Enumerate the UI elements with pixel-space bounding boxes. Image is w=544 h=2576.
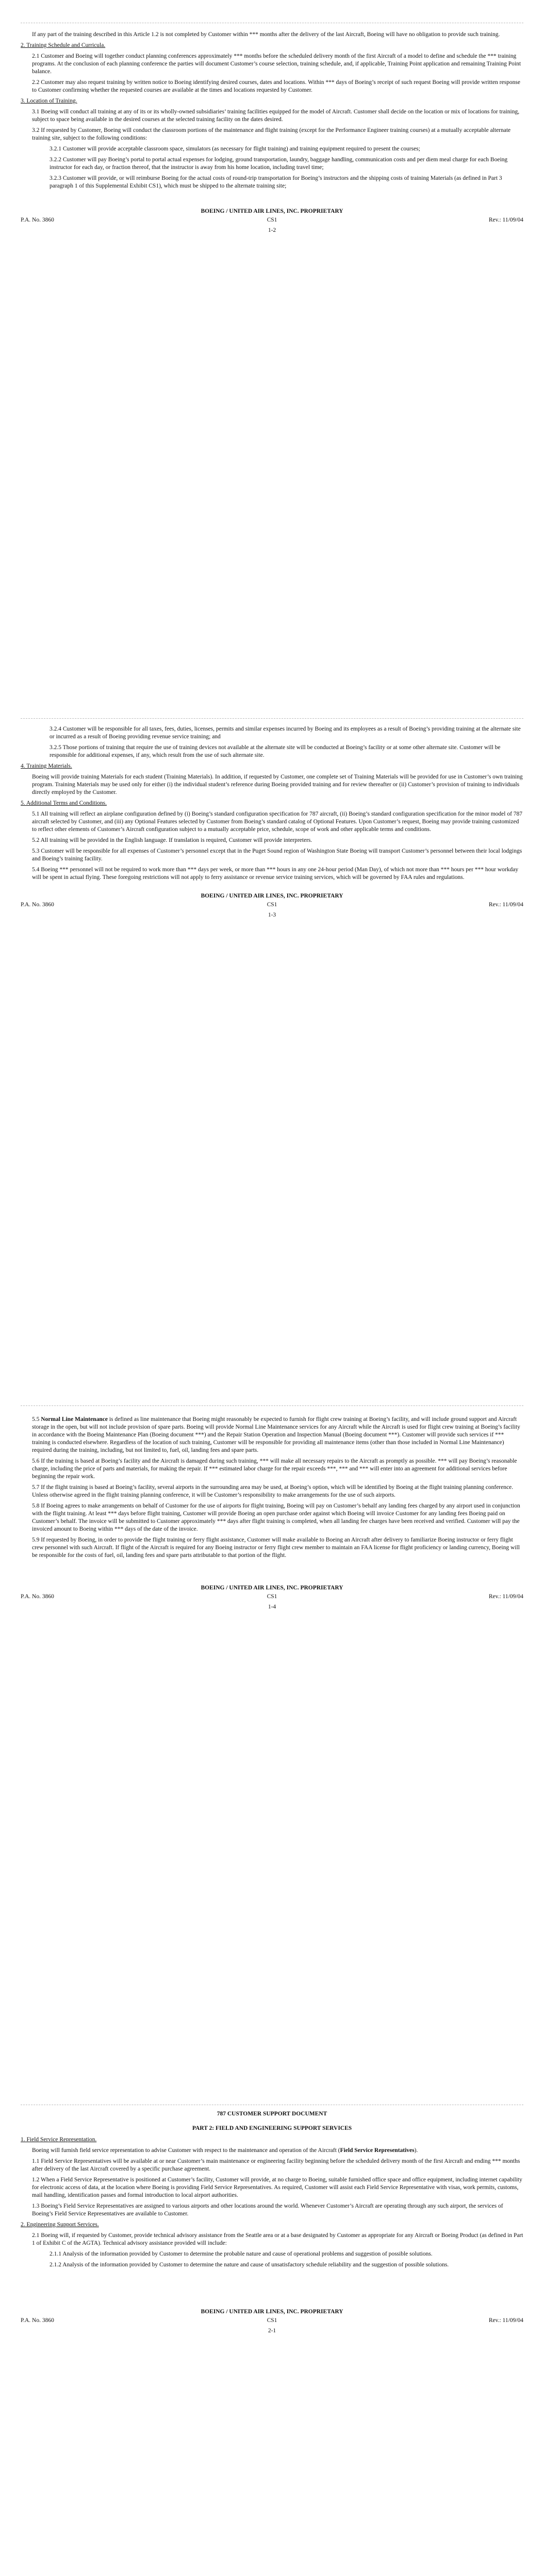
pa-number: P.A. No. 3860 — [21, 902, 54, 908]
page-number: 2-1 — [268, 2328, 276, 2334]
paragraph-5-8: 5.8 If Boeing agrees to make arrangements on behalf of Customer for the use of airports for flight training, Boeing will pay on Customer’s behalf any landing fees charged by any airport used in conjunction with the flight training. At least *** days before flight training, Customer will provide Boeing an open purchase order against which Boeing will invoice Customer for any landing fees Boeing paid on Customer’s behalf. The invoice will be submitted to Customer approximately *** days after flight training is completed, when all landing fee charges have been received and verified. Customer will pay the invoiced amount to Boeing within *** days of the date of the invoice. — [32, 1503, 520, 1532]
paragraph-3-2-3: 3.2.3 Customer will provide, or will reimburse Boeing for the actual costs of round-trip transportation for Boeing’s instructors and the shipping costs of training Materials (as defined in Part 3 paragraph 1 of this Supplemental Exhibit CS1), which must be shipped to the alternate training site; — [50, 175, 502, 189]
paragraph-1-2: 1.2 When a Field Service Representative is positioned at Customer’s facility, Customer will provide, at no charge to Boeing, suitable furnished office space and office equipment, including internet capability for electronic access of data, at the location where Boeing is providing Field Service Representatives. As required, Customer will assist each Field Service Representative with visas, work permits, customs, mail handling, identification passes and formal introduction to local airport authorities. — [32, 2177, 522, 2198]
heading-field-service-representation: 1. Field Service Representation. — [21, 2137, 97, 2143]
paragraph-3-2-5: 3.2.5 Those portions of training that require the use of training devices not available at the alternate site will be conducted at Boeing’s facility or at some other alternate site. Customer will be responsible for additional expenses, if any, which result from the use of such alternate site. — [50, 744, 501, 758]
paragraph-4: Boeing will provide training Materials for each student (Training Materials). In addition, if requested by Customer, one complete set of Training Materials will be provided for use in Customer’s own training program. Training Materials may be used only for either (i) the individual student’s reference during Boeing provided training and for review thereafter or (ii) Customer’s provision of training to individuals directly employed by the Customer. — [32, 774, 523, 795]
paragraph-1-1: 1.1 Field Service Representatives will be available at or near Customer’s main maintenance or engineering facility beginning before the scheduled delivery month of the first Aircraft and ending *** months after delivery of the last Aircraft covered by a specific purchase agreement. — [32, 2158, 520, 2172]
paragraph-1-text: Boeing will furnish field service representation to advise Customer with respect to the maintenance and operation of the Aircraft ( — [32, 2147, 340, 2154]
document-code: CS1 — [267, 2317, 277, 2324]
pa-number: P.A. No. 3860 — [21, 217, 54, 223]
heading-training-schedule: 2. Training Schedule and Curricula. — [21, 42, 106, 48]
paragraph-5-9: 5.9 If requested by Boeing, in order to provide the flight training or ferry flight assistance, Customer will make available to Boeing an Aircraft after delivery to familiarize Boeing instructor or ferry flight crew personnel with such Aircraft. If flight of the Aircraft is required for any Boeing instructor or ferry flight crew member to maintain an FAA license for flight proficiency or landing currency, Boeing will be responsible for the costs of fuel, oil, landing fees and spare parts attributable to that portion of the flight. — [32, 1537, 520, 1558]
term-field-service-representatives: Field Service Representatives — [340, 2147, 415, 2154]
paragraph-5-1: 5.1 All training will reflect an airplane configuration defined by (i) Boeing’s standard configuration specification for 787 aircraft, (ii) Boeing’s standard configuration specification for the minor model of 787 aircraft selected by Customer, and (iii) any Optional Features selected by Customer from Boeing’s standard catalog of Optional Features. Upon Customer’s request, Boeing may provide training customized to reflect other elements of Customer’s Aircraft configuration subject to a mutually acceptable price, schedule, scope of work and other applicable terms and conditions. — [32, 811, 523, 833]
revision-date: Rev.: 11/09/04 — [488, 217, 523, 223]
proprietary-notice: BOEING / UNITED AIR LINES, INC. PROPRIETARY — [201, 1585, 343, 1591]
page-top-rule — [21, 1405, 523, 1406]
document-code: CS1 — [267, 217, 277, 223]
paragraph-3-1: 3.1 Boeing will conduct all training at any of its or its wholly-owned subsidiaries’ training facilities equipped for the model of Aircraft. Customer shall decide on the location or mix of locations for training, subject to space being available in the desired courses at the selected training facility on the dates desired. — [32, 109, 520, 123]
heading-engineering-support: 2. Engineering Support Services. — [21, 2222, 99, 2228]
paragraph-5-6: 5.6 If the training is based at Boeing’s facility and the Aircraft is damaged during such training, *** will make all necessary repairs to the Aircraft as promptly as possible. *** will pay Boeing’s reasonable charge, including the price of parts and materials, for making the repair. If *** estimated labor charge for the repair exceeds ***, *** and *** will enter into an agreement for additional services before beginning the repair work. — [32, 1458, 517, 1480]
paragraph-3-2: 3.2 If requested by Customer, Boeing will conduct the classroom portions of the maintenance and flight training (except for the Performance Engineer training courses) at a mutually acceptable alternate training site, subject to the following conditions: — [32, 127, 511, 141]
document-title: 787 CUSTOMER SUPPORT DOCUMENT — [217, 2111, 327, 2117]
page-2-1-body — [21, 2136, 523, 2269]
paragraph-3-2-1: 3.2.1 Customer will provide acceptable classroom space, simulators (as necessary for flight training) and training equipment required to present the courses; — [50, 146, 420, 152]
paragraph-5-7: 5.7 If the flight training is based at Boeing’s facility, several airports in the surrounding area may be used, at Boeing’s option, which will be identified by Boeing at the flight training planning conference. Unless otherwise agreed in the flight training planning conference, it will be Customer’s responsibility to make arrangements for the use of such airports. — [32, 1484, 514, 1498]
paragraph-1-3: 1.3 Boeing’s Field Service Representatives are assigned to various airports and other locations around the world. Whenever Customer’s Aircraft are operating through any such airport, the services of Boeing’s Field Service Representatives are available to Customer. — [32, 2203, 503, 2217]
heading-training-materials: 4. Training Materials. — [21, 763, 72, 769]
part-2-title: PART 2: FIELD AND ENGINEERING SUPPORT SERVICES — [192, 2125, 352, 2131]
paragraph-1 — [21, 2147, 523, 2155]
paragraph-5-5-text: is defined as line maintenance that Boeing might reasonably be expected to furnish for flight crew training at Boeing’s facility, and will include ground support and Aircraft storage in the open, but will not include provision of spare parts. Boeing will provide Normal Line Maintenance services for any Aircraft while the Aircraft is used for flight crew training at Boeing’s facility in accordance with the Boeing Maintenance Plan (Boeing document ***) and the Repair Station Operation and Inspection Manual (Boeing document ***). Customer will provide such services if *** training is conducted elsewhere. Regardless of the location of such training, Customer will be responsible for providing all maintenance items (other than those included in Normal Line Maintenance) required during the training, including, but not limited to, fuel, oil, landing fees and spare parts. — [32, 1416, 520, 1453]
document-code: CS1 — [267, 1594, 277, 1600]
heading-location-of-training: 3. Location of Training. — [21, 98, 77, 104]
paragraph-2-1: 2.1 Customer and Boeing will together conduct planning conferences approximately *** months before the scheduled delivery month of the first Aircraft of a model to define and schedule the *** training programs. At the conclusion of each planning conference the parties will document Customer’s course selection, training schedule, and, if applicable, Training Point application and remaining Training Point balance. — [32, 53, 521, 75]
page-number: 1-4 — [268, 1604, 276, 1610]
paragraph-3-2-2: 3.2.2 Customer will pay Boeing’s portal to portal actual expenses for lodging, ground transportation, laundry, baggage handling, communication costs and per diem meal charge for each Boeing instructor for each day, or fraction thereof, that the instructor is away from his home location, including travel time; — [50, 157, 508, 171]
page-number: 1-2 — [268, 227, 276, 233]
page-number: 1-3 — [268, 912, 276, 918]
paragraph-2-1-2: 2.1.2 Analysis of the information provided by Customer to determine the nature and cause of unsatisfactory schedule reliability and the suggestion of possible solutions. — [50, 2262, 449, 2268]
paragraph-intro: If any part of the training described in this Article 1.2 is not completed by Customer within *** months after the delivery of the last Aircraft, Boeing will have no obligation to provide such training. — [32, 31, 500, 38]
pa-number: P.A. No. 3860 — [21, 1594, 54, 1600]
paragraph-5-5-number: 5.5 — [32, 1416, 41, 1422]
paragraph-2-2: 2.2 Customer may also request training by written notice to Boeing identifying desired courses, dates and locations. Within *** days of Boeing’s receipt of such request Boeing will provide written response to Customer confirming whether the requested courses are available at the times and locations requested by Customer. — [32, 79, 520, 93]
paragraph-5-2: 5.2 All training will be provided in the English language. If translation is required, Customer will provide interpreters. — [32, 837, 312, 843]
page-1-4-body — [21, 1416, 523, 1560]
revision-date: Rev.: 11/09/04 — [488, 902, 523, 908]
paragraph-2-1-1: 2.1.1 Analysis of the information provided by Customer to determine the probable nature and cause of operational problems and suggestion of possible solutions. — [50, 2251, 433, 2257]
revision-date: Rev.: 11/09/04 — [488, 1594, 523, 1600]
paragraph-5-5 — [21, 1416, 523, 1454]
heading-additional-terms: 5. Additional Terms and Conditions. — [21, 800, 107, 806]
term-normal-line-maintenance: Normal Line Maintenance — [41, 1416, 108, 1422]
paragraph-5-3: 5.3 Customer will be responsible for all expenses of Customer’s personnel except that in the Puget Sound region of Washington State Boeing will transport Customer’s personnel between their local lodgings and Boeing’s training facility. — [32, 848, 522, 862]
paragraph-1-end: ). — [414, 2147, 418, 2154]
proprietary-notice: BOEING / UNITED AIR LINES, INC. PROPRIETARY — [201, 2309, 343, 2315]
proprietary-notice: BOEING / UNITED AIR LINES, INC. PROPRIETARY — [201, 893, 343, 899]
page-top-rule — [21, 718, 523, 719]
proprietary-notice: BOEING / UNITED AIR LINES, INC. PROPRIETARY — [201, 208, 343, 214]
paragraph-3-2-4: 3.2.4 Customer will be responsible for all taxes, fees, duties, licenses, permits and similar expenses incurred by Boeing and its employees as a result of Boeing’s providing training at the alternate site or incurred as a result of Boeing providing revenue service training; and — [50, 726, 521, 740]
pa-number: P.A. No. 3860 — [21, 2317, 54, 2324]
revision-date: Rev.: 11/09/04 — [488, 2317, 523, 2324]
page-1-2-body — [21, 31, 523, 190]
paragraph-2-1: 2.1 Boeing will, if requested by Customer, provide technical advisory assistance from the Seattle area or at a base designated by Customer as appropriate for any Aircraft or Boeing Product (as defined in Part 1 of Exhibit C of the AGTA). Technical advisory assistance provided will include: — [32, 2232, 523, 2246]
paragraph-5-4: 5.4 Boeing *** personnel will not be required to work more than *** days per week, or more than *** hours in any one 24-hour period (Man Day), of which not more than *** hours per *** hour workday will be spent in actual flying. These foregoing restrictions will not apply to ferry assistance or revenue service training services, which will be governed by FAA rules and regulations. — [32, 867, 519, 880]
document-code: CS1 — [267, 902, 277, 908]
page-1-3-body — [21, 725, 523, 882]
